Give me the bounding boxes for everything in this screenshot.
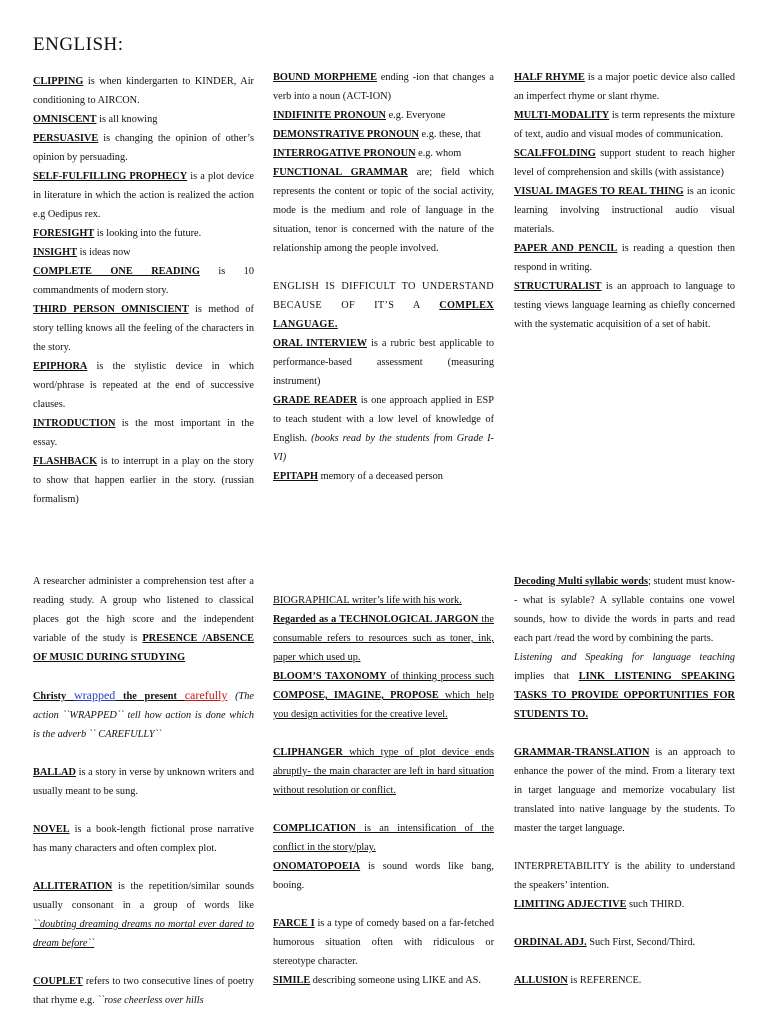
definition: refers to two consecutive lines of poetry that rhyme e.g. bbox=[33, 976, 254, 1006]
definition: is looking into the future. bbox=[94, 228, 202, 239]
entry-visual-images bbox=[514, 182, 735, 239]
definition: memory of a deceased person bbox=[318, 471, 443, 482]
term: PRESENCE /ABSENCE OF MUSIC DURING STUDYING bbox=[33, 633, 254, 663]
entry-complication bbox=[273, 819, 494, 857]
term: GRAMMAR-TRANSLATION bbox=[514, 747, 650, 758]
definition: is an iconic learning involving instructional audio visual materials. bbox=[514, 186, 736, 235]
term: EPITAPH bbox=[273, 471, 319, 482]
entry-structuralist bbox=[514, 277, 735, 334]
column-3-top bbox=[514, 68, 735, 334]
term: COMPLEX LANGUAGE. bbox=[273, 300, 494, 330]
column-3-bottom bbox=[514, 572, 735, 990]
term: CLIPPING bbox=[33, 76, 84, 87]
term: INSIGHT bbox=[33, 247, 78, 258]
term: ORAL INTERVIEW bbox=[273, 338, 368, 349]
definition: is all knowing bbox=[96, 114, 158, 125]
entry-half-rhyme bbox=[514, 68, 735, 106]
definition: is the stylistic device in which word/phrase is repeated at the end of successive clauses. bbox=[33, 361, 254, 410]
entry-foresight bbox=[33, 224, 254, 243]
definition: of thinking process such bbox=[386, 671, 494, 682]
definition: is an approach to enhance the power of the mind. From a literary text in target language and memorize vocabulary list translated into native language by the students. To master the target language. bbox=[514, 747, 735, 834]
term: ALLUSION bbox=[514, 975, 568, 986]
column-2-top bbox=[273, 68, 494, 486]
definition: are; field which represents the content or topic of the social activity, mode is the medium and role of language in the situation, tenor is concerned with the nature of the relationship among the people involved. bbox=[273, 167, 495, 254]
term: COMPOSE, IMAGINE, PROPOSE bbox=[273, 690, 439, 701]
definition: A researcher administer a comprehension test after a reading study. A group who listened to classical places got the high score and the independent variable of the study is bbox=[33, 576, 254, 644]
entry-ballad bbox=[33, 763, 254, 801]
term: FARCE I bbox=[273, 918, 315, 929]
term: Decoding Multi syllabic words bbox=[514, 576, 648, 587]
term: LINK LISTENING SPEAKING TASKS TO PROVIDE OPPORTUNITIES FOR STUDENTS TO. bbox=[514, 671, 736, 720]
term: SIMILE bbox=[273, 975, 311, 986]
term: FLASHBACK bbox=[33, 456, 98, 467]
entry-paper-and-pencil bbox=[514, 239, 735, 277]
term: FORESIGHT bbox=[33, 228, 95, 239]
term: COMPLICATION bbox=[273, 823, 356, 834]
entry-indefinite-pronoun bbox=[273, 106, 494, 125]
example-word: Christy bbox=[33, 691, 74, 702]
definition: Such First, Second/Third. bbox=[586, 937, 696, 948]
term: GRADE READER bbox=[273, 395, 358, 406]
entry-epitaph bbox=[273, 467, 494, 486]
entry-decoding-multisyllabic bbox=[514, 572, 735, 648]
entry-bound-morpheme bbox=[273, 68, 494, 106]
entry-demonstrative-pronoun bbox=[273, 125, 494, 144]
entry-allusion bbox=[514, 971, 735, 990]
definition: e.g. Everyone bbox=[386, 110, 446, 121]
note: ``rose cheerless over hills bbox=[97, 995, 204, 1006]
definition: support student to reach higher level of comprehension and skills (with assistance) bbox=[514, 148, 735, 178]
definition: is a type of comedy based on a far-fetched humorous situation often with ridiculous or stereotype character. bbox=[273, 918, 494, 967]
entry-epiphora bbox=[33, 357, 254, 414]
term: INDIFINITE PRONOUN bbox=[273, 110, 386, 121]
definition: is a book-length fictional prose narrative has many characters and often complex plot. bbox=[33, 824, 254, 854]
note: Listening and Speaking for language teaching bbox=[514, 652, 735, 663]
column-2-bottom bbox=[273, 591, 494, 990]
entry-flashback bbox=[33, 452, 254, 509]
entry-multi-modality bbox=[514, 106, 735, 144]
term: THIRD PERSON OMNISCIENT bbox=[33, 304, 189, 315]
term: CLIPHANGER bbox=[273, 747, 343, 758]
term: HALF RHYME bbox=[514, 72, 585, 83]
term: BOUND MORPHEME bbox=[273, 72, 377, 83]
entry-cliphanger bbox=[273, 743, 494, 800]
column-1-bottom bbox=[33, 572, 254, 1010]
entry-clipping bbox=[33, 72, 254, 110]
definition: is when kindergarten to KINDER, Air conditioning to AIRCON. bbox=[33, 76, 254, 106]
definition: is to interrupt in a play on the story to show that happen earlier in the story. (russian formalism) bbox=[33, 456, 254, 505]
term: LIMITING ADJECTIVE bbox=[514, 899, 627, 910]
term: COMPLETE ONE READING bbox=[33, 266, 200, 277]
definition: is reading a question then respond in writing. bbox=[514, 243, 735, 273]
definition: is a major poetic device also called an imperfect rhyme or slant rhyme. bbox=[514, 72, 736, 102]
entry-omniscent bbox=[33, 110, 254, 129]
term: BLOOM’S TAXONOMY bbox=[273, 671, 387, 682]
definition: is an approach to language to testing views language learning as chiefly concerned with the systematic acquisition of a set of habit. bbox=[514, 281, 735, 330]
term: BALLAD bbox=[33, 767, 76, 778]
entry-oral-interview bbox=[273, 334, 494, 391]
entry-novel bbox=[33, 820, 254, 858]
term: NOVEL bbox=[33, 824, 70, 835]
definition: the consumable refers to resources such as toner, ink, paper which used up. bbox=[273, 614, 495, 663]
term: DEMONSTRATIVE PRONOUN bbox=[273, 129, 419, 140]
definition: is sound words like bang, booing. bbox=[273, 861, 494, 891]
definition: is method of story telling knows all the feeling of the characters in the story. bbox=[33, 304, 254, 353]
term: VISUAL IMAGES TO REAL THING bbox=[514, 186, 684, 197]
entry-complete-one-reading bbox=[33, 262, 254, 300]
definition: is a story in verse by unknown writers and usually meant to be sung. bbox=[33, 767, 254, 797]
term: FUNCTIONAL GRAMMAR bbox=[273, 167, 408, 178]
entry-blooms-taxonomy bbox=[273, 667, 494, 724]
definition: is a rubric best applicable to performance-based assessment (measuring instrument) bbox=[273, 338, 494, 387]
term: PAPER AND PENCIL bbox=[514, 243, 618, 254]
entry-alliteration bbox=[33, 877, 254, 953]
entry-third-person-omniscient bbox=[33, 300, 254, 357]
term: Regarded as a TECHNOLOGICAL JARGON bbox=[273, 614, 479, 625]
entry-researcher bbox=[33, 572, 254, 667]
definition: is 10 commandments of modern story. bbox=[33, 266, 254, 296]
entry-self-fulfilling-prophecy bbox=[33, 167, 254, 224]
definition: is term represents the mixture of text, audio and visual modes of communication. bbox=[514, 110, 735, 140]
definition: is changing the opinion of other’s opinion by persuading. bbox=[33, 133, 254, 163]
entry-limiting-adjective bbox=[514, 895, 735, 914]
definition: is a plot device in literature in which the action is realized the action e.g Oedipus rex. bbox=[33, 171, 255, 220]
example-word: the present bbox=[115, 691, 185, 702]
term: EPIPHORA bbox=[33, 361, 88, 372]
page-title: ENGLISH: bbox=[33, 34, 124, 55]
entry-interrogative-pronoun bbox=[273, 144, 494, 163]
definition: ending -ion that changes a verb into a noun (ACT-ION) bbox=[273, 72, 494, 102]
term: INTERROGATIVE PRONOUN bbox=[273, 148, 416, 159]
entry-couplet bbox=[33, 972, 254, 1010]
definition: e.g. these, that bbox=[418, 129, 481, 140]
entry-simile bbox=[273, 971, 494, 990]
term: ALLITERATION bbox=[33, 881, 113, 892]
term: COUPLET bbox=[33, 976, 83, 987]
definition: ENGLISH IS DIFFICULT TO UNDERSTAND BECAUSE OF IT’S A bbox=[273, 281, 494, 311]
definition: such THIRD. bbox=[626, 899, 685, 910]
term: PERSUASIVE bbox=[33, 133, 99, 144]
entry-insight bbox=[33, 243, 254, 262]
entry-scaffolding bbox=[514, 144, 735, 182]
entry-interpretability: INTERPRETABILITY is the ability to understand the speakers’ intention. bbox=[514, 861, 735, 891]
entry-farce bbox=[273, 914, 494, 971]
definition: is the repetition/similar sounds usually consonant in a group of words like bbox=[33, 881, 254, 911]
entry-christy bbox=[33, 686, 254, 744]
definition: implies that bbox=[514, 671, 579, 682]
entry-ordinal-adj bbox=[514, 933, 735, 952]
term: ORDINAL ADJ. bbox=[514, 937, 587, 948]
entry-grammar-translation bbox=[514, 743, 735, 838]
definition: which help you design activities for the creative level. bbox=[273, 690, 495, 720]
definition: describing someone using LIKE and AS. bbox=[310, 975, 481, 986]
note: ``doubting dreaming dreams no mortal ever dared to dream before`` bbox=[33, 919, 254, 949]
term: OMNISCENT bbox=[33, 114, 97, 125]
entry-technological-jargon bbox=[273, 610, 494, 667]
definition: is REFERENCE. bbox=[567, 975, 642, 986]
entry-grade-reader bbox=[273, 391, 494, 467]
entry-introduction bbox=[33, 414, 254, 452]
term: SELF-FULFILLING PROPHECY bbox=[33, 171, 188, 182]
entry-biographical: BIOGRAPHICAL writer’s life with his work. bbox=[273, 595, 462, 606]
definition: is one approach applied in ESP to teach student with a low level of knowledge of English. bbox=[273, 395, 494, 444]
entry-functional-grammar bbox=[273, 163, 494, 258]
term: SCALFFOLDING bbox=[514, 148, 596, 159]
definition: which type of plot device ends abruptly- the main character are left in hard situation without resolution or conflict. bbox=[273, 747, 494, 796]
entry-listening-speaking bbox=[514, 648, 735, 724]
entry-onomatopoeia bbox=[273, 857, 494, 895]
term: STRUCTURALIST bbox=[514, 281, 602, 292]
definition: is the most important in the essay. bbox=[33, 418, 254, 448]
definition: e.g. whom bbox=[415, 148, 462, 159]
column-1-top bbox=[33, 72, 254, 509]
note: (The action ``WRAPPED`` tell how action is done which is the adverb `` CAREFULLY`` bbox=[33, 691, 254, 740]
definition: is an intensification of the conflict in the story/play. bbox=[273, 823, 494, 853]
entry-english-difficult bbox=[273, 277, 494, 334]
term: INTRODUCTION bbox=[33, 418, 116, 429]
example-adverb: carefully bbox=[184, 688, 228, 702]
definition: ; student must know-- what is sylable? A syllable contains one vowel sounds, how to divide the words in parts and read each part /read the word by combining the parts. bbox=[514, 576, 735, 644]
example-verb: wrapped bbox=[73, 688, 116, 702]
definition: is ideas now bbox=[77, 247, 131, 258]
note: (books read by the students from Grade I-VI) bbox=[273, 433, 494, 463]
term: MULTI-MODALITY bbox=[514, 110, 610, 121]
term: ONOMATOPOEIA bbox=[273, 861, 361, 872]
entry-persuasive bbox=[33, 129, 254, 167]
